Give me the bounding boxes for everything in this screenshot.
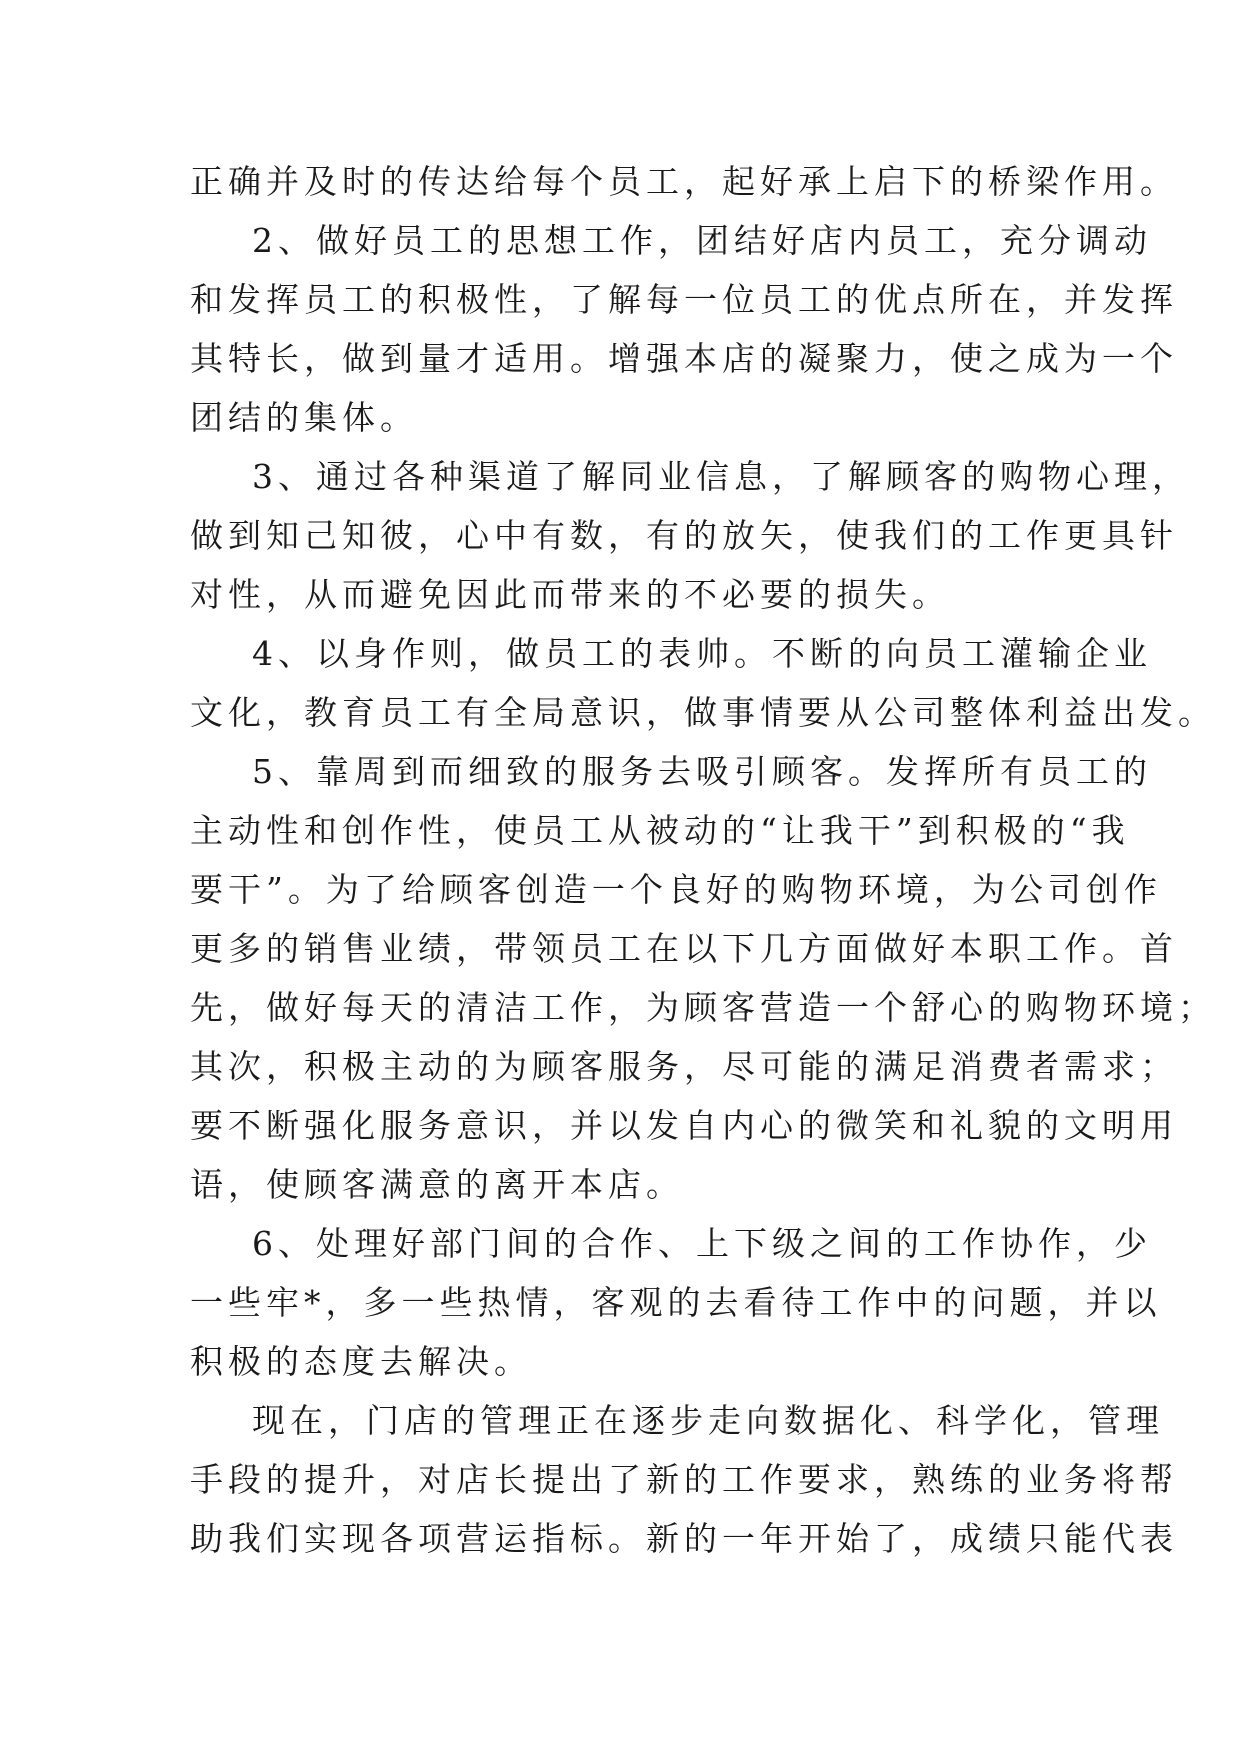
text-line: 语，使顾客满意的离开本店。 (190, 1165, 684, 1204)
text-line: 4、以身作则，做员工的表帅。不断的向员工灌输企业 (252, 634, 1152, 673)
text-line: 文化，教育员工有全局意识，做事情要从公司整体利益出发。 (190, 693, 1216, 732)
text-line: 做到知己知彼，心中有数，有的放矢，使我们的工作更具针 (190, 516, 1178, 555)
text-line: 更多的销售业绩，带领员工在以下几方面做好本职工作。首 (190, 929, 1178, 968)
text-line: 一些牢*，多一些热情，客观的去看待工作中的问题，并以 (190, 1283, 1162, 1322)
text-line: 助我们实现各项营运指标。新的一年开始了，成绩只能代表 (190, 1519, 1178, 1558)
text-line: 其次，积极主动的为顾客服务，尽可能的满足消费者需求； (190, 1047, 1178, 1086)
text-line: 要不断强化服务意识，并以发自内心的微笑和礼貌的文明用 (190, 1106, 1178, 1145)
document-page (190, 152, 1216, 1568)
text-line: 手段的提升，对店长提出了新的工作要求，熟练的业务将帮 (190, 1460, 1178, 1499)
text-line: 要干”。为了给顾客创造一个良好的购物环境，为公司创作 (190, 870, 1162, 909)
text-line: 6、处理好部门间的合作、上下级之间的工作协作，少 (252, 1224, 1152, 1263)
text-line: 现在，门店的管理正在逐步走向数据化、科学化，管理 (252, 1401, 1164, 1440)
text-line: 对性，从而避免因此而带来的不必要的损失。 (190, 575, 950, 614)
text-line: 其特长，做到量才适用。增强本店的凝聚力，使之成为一个 (190, 339, 1178, 378)
text-line: 积极的态度去解决。 (190, 1342, 532, 1381)
text-line: 2、做好员工的思想工作，团结好店内员工，充分调动 (252, 221, 1152, 260)
text-line: 5、靠周到而细致的服务去吸引顾客。发挥所有员工的 (252, 752, 1152, 791)
text-line: 和发挥员工的积极性，了解每一位员工的优点所在，并发挥 (190, 280, 1178, 319)
text-line: 正确并及时的传达给每个员工，起好承上启下的桥梁作用。 (190, 162, 1178, 201)
text-line: 3、通过各种渠道了解同业信息，了解顾客的购物心理， (252, 457, 1190, 496)
text-line: 主动性和创作性，使员工从被动的“让我干”到积极的“我 (190, 811, 1130, 850)
text-line: 先，做好每天的清洁工作，为顾客营造一个舒心的购物环境； (190, 988, 1216, 1027)
text-line: 团结的集体。 (190, 398, 418, 437)
